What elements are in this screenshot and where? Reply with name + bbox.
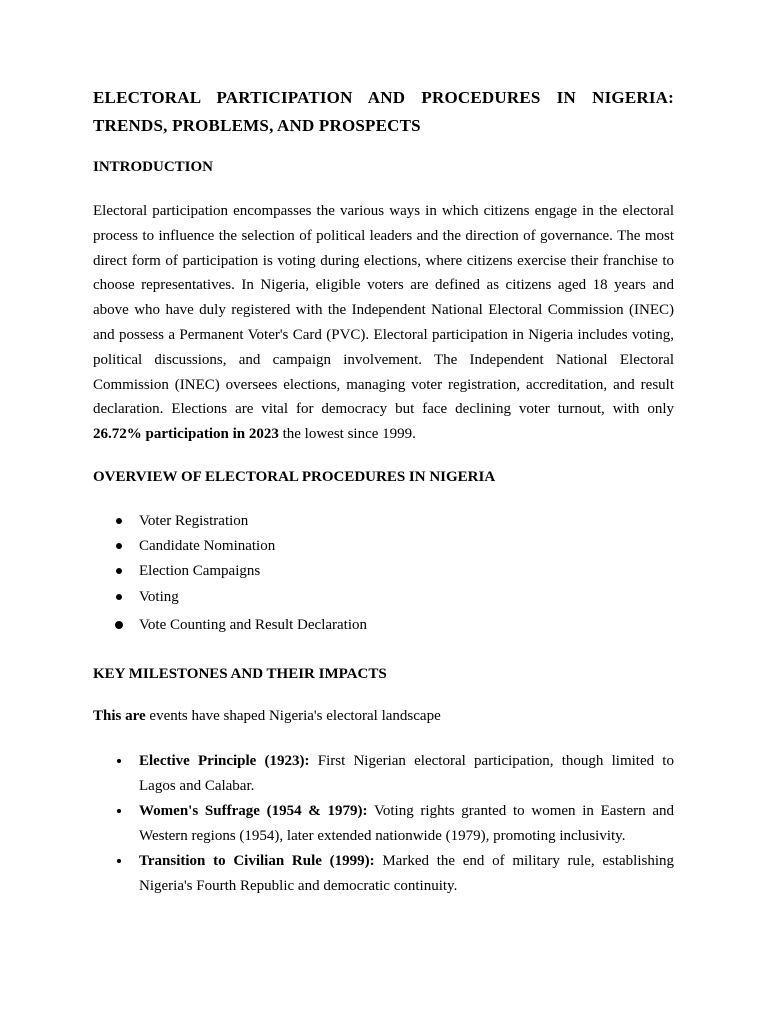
document-title: ELECTORAL PARTICIPATION AND PROCEDURES IN NIGERIA: TRENDS, PROBLEMS, AND PROSPECTS	[93, 88, 674, 135]
milestones-lead-bold: This are	[93, 707, 146, 724]
milestone-item	[93, 849, 674, 899]
list-item	[93, 534, 674, 559]
list-item-text: Voter Registration	[139, 512, 249, 529]
milestones-list	[93, 749, 674, 899]
milestone-label: Women's Suffrage (1954 & 1979):	[139, 802, 368, 819]
list-item	[93, 509, 674, 534]
bullet-icon	[116, 568, 122, 574]
list-item	[93, 585, 674, 610]
introduction-text-end: the lowest since 1999.	[278, 426, 416, 443]
list-item-text: Candidate Nomination	[139, 538, 276, 555]
milestone-text: First Nigerian electoral participation, though limited to Lagos and Calabar.	[139, 752, 674, 794]
bullet-icon	[117, 759, 121, 763]
milestone-item	[93, 749, 674, 799]
milestone-label: Elective Principle (1923):	[139, 752, 310, 769]
procedures-list	[93, 509, 674, 640]
milestones-lead-text: events have shaped Nigeria's electoral landscape	[145, 707, 441, 724]
milestones-lead	[93, 706, 674, 726]
list-item	[93, 559, 674, 584]
turnout-statistic: 26.72% participation in 2023	[93, 426, 279, 443]
milestone-item	[93, 799, 674, 849]
milestones-heading: KEY MILESTONES AND THEIR IMPACTS	[93, 665, 387, 682]
milestone-text: Marked the end of military rule, establishing Nigeria's Fourth Republic and democratic continuity.	[139, 852, 674, 894]
bullet-icon	[115, 621, 123, 629]
list-item-text: Voting	[139, 588, 179, 605]
procedures-heading: OVERVIEW OF ELECTORAL PROCEDURES IN NIGERIA	[93, 468, 496, 485]
list-item-text: Election Campaigns	[139, 563, 261, 580]
milestone-text: Voting rights granted to women in Eastern and Western regions (1954), later extended nationwide (1979), promoting inclusivity.	[139, 802, 674, 844]
introduction-paragraph	[93, 199, 674, 447]
list-item	[93, 610, 674, 640]
bullet-icon	[116, 518, 122, 524]
introduction-heading: INTRODUCTION	[93, 159, 214, 175]
milestone-label: Transition to Civilian Rule (1999):	[139, 852, 375, 869]
bullet-icon	[117, 859, 121, 863]
bullet-icon	[116, 543, 122, 549]
list-item-text: Vote Counting and Result Declaration	[139, 616, 368, 633]
bullet-icon	[116, 594, 122, 600]
introduction-text: Electoral participation encompasses the various ways in which citizens engage in the electoral process to influence the selection of political leaders and the direction of governance. The most direct form of participation is voting during elections, where citizens exercise their franchise to choose representatives. In Nigeria, eligible voters are defined as citizens aged 18 years and above who have duly registered with the Independent National Electoral Commission (INEC) and possess a Permanent Voter's Card (PVC). Electoral participation in Nigeria includes voting, political discussions, and campaign involvement. The Independent National Electoral Commission (INEC) oversees elections, managing voter registration, accreditation, and result declaration. Elections are vital for democracy but face declining voter turnout, with only	[93, 203, 674, 418]
bullet-icon	[117, 809, 121, 813]
